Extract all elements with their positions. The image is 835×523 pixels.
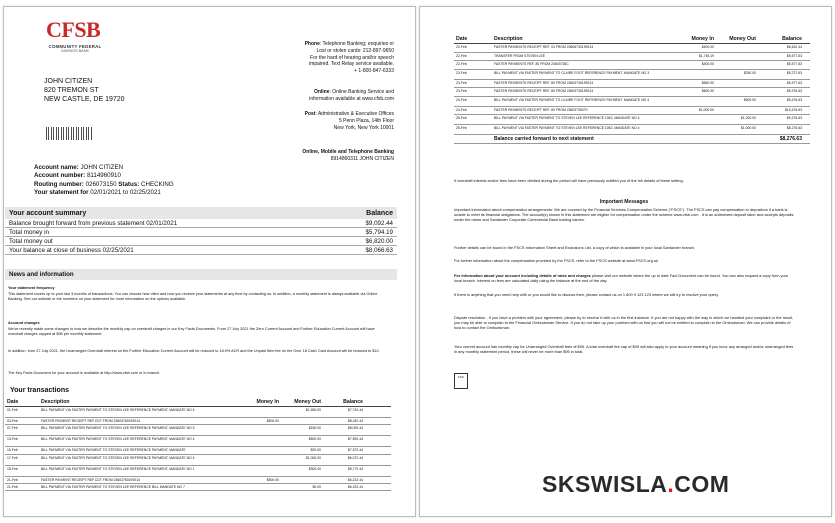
news-title: News and information: [5, 269, 397, 280]
contact-post: Post: Administrative & Executive Offices 5 Penn Plaza, 14th Floor New York, New York 10001: [304, 111, 394, 131]
table-row: 15-Feb BILL PAYMENT VIA FASTER PAYMENT TO STEVEN LEE REFERENCE PAYMENT, MANDATE $20.00 $7,572.44: [5, 447, 391, 455]
message-fscs-website: For further information about the compensation provided by the FSCS, refer to the FSCS website at www.FSCS.org.uk: [454, 258, 658, 263]
message-overdraft-cap: Your current account has monthly cap for Unarranged Overdraft fees of $95. A total overdraft fee cap of $95 will also apply to your account meaning if you incur any arranged and/or unarranged fees in any monthly statement period, these will never be more than $95 in total.: [454, 344, 794, 354]
contact-phone: Phone: Telephone Banking; enquiries or Lost or stolen cards: 212-897-9650 For the hard of hearing and/or speech impaired. Text Relay service available. + 1-800-847-6333: [304, 41, 394, 75]
table-row: 24-Feb FASTER PAYMENTS RECEIPT REF. 80 FROM 23603735070 $1,000.00 $10,476.63: [454, 107, 810, 116]
summary-row: Balance brought forward from previous statement 02/01/2021 $9,092.44: [5, 219, 397, 228]
transactions-header: Date Description Money In Money Out Balance: [454, 35, 810, 44]
table-row: 22-Feb TRANSFER FROM STEVEN LEE $1,745.19 $5,577.63: [454, 53, 810, 62]
table-row: 23-Feb BILL PAYMENT VIA FASTER PAYMENT TO CLAIRE FOOT REFERENCE PAYMENT, MANDATE NO 3 $250.00 $5,727.63: [454, 70, 810, 80]
summary-row: Your balance at close of business 02/25/2021 $8,066.63: [5, 246, 397, 255]
contact-online: Online: Online Banking Service and information available at www.cfsb.com: [309, 89, 394, 102]
message-help: If there is anything that you need help with or you would like to discuss then, please contact us on 1 800 9 123 123 where we will try to resolve your query.: [454, 292, 719, 297]
statement-page-2: [419, 6, 832, 517]
fsc-logo: FSC: [454, 373, 468, 389]
table-row: 21-Feb FASTER PAYMENT RECEIPT REF.CDT FROM 23603760199214 $500.00 $6,222.44: [5, 477, 391, 484]
summary-title: Your account summary: [9, 209, 87, 217]
table-row: 23-Feb FASTER PAYMENTS RECEIPT REF. 80 FROM 23603735199214 $650.00 $5,377.63: [454, 80, 810, 89]
interest-note: If overdraft interest and/or fees have been debited during the period will have previously notified you of the full details of these setting.: [454, 178, 684, 183]
customer-name: JOHN CITIZEN: [44, 78, 93, 85]
summary-row: Total money out $6,820.00: [5, 237, 397, 246]
table-row: 22-Feb FASTER PAYMENTS REF. 80 FROM 23603735C $400.00 $5,577.63: [454, 61, 810, 70]
customer-city: NEW CASTLE, DE 19720: [44, 96, 125, 103]
table-row: 25-Feb BILL PAYMENT VIA FASTER PAYMENT TO STEVEN LEE REFERENCE 1062, MANDATE NO 4 $1,200.00 $9,276.63: [454, 115, 810, 125]
changes-text-2: In addition, from 27 July 2021, the Unarranged Overdraft interest on the Further Education Current Account will be reduced to 18.9% ACR and the Unpaid Item fee on the Over 18 Cash Card Account will be reduced to $10.: [8, 349, 380, 353]
message-rates: For information about your account including details of rates and charges please visit our website where the up to date Fact Document can be found. You can also request a copy from your local branch. Interest on fees are calculated daily using the balance at the end of the day.: [454, 273, 789, 283]
transactions-table: [5, 398, 391, 491]
message-compensation: Important information about compensation arrangements: We are covered by the Financial Services Compensation Scheme ("FSCS"). The FSCS can pay compensation to depositors if a bank is unable to meet its financial obligations. The account(s) shown in this statement are eligible for compensation under the scheme www.cfsb.com . It is an authorised deposit taker and accepts deposits under the name and Santander Corporate Commercial Bank trading names.: [454, 207, 794, 222]
bank-logo-subtitle-2: SAVINGS BANK: [61, 49, 89, 53]
watermark: SKSWISLA.COM: [542, 471, 730, 497]
customer-address: [44, 77, 125, 104]
table-row: 17-Feb BILL PAYMENT VIA FASTER PAYMENT TO STEVEN LEE REFERENCE PAYMENT, MANDATE NO 4 $1,000.00 $6,072.44: [5, 455, 391, 466]
statement-page-1: [3, 6, 416, 517]
barcode-image: [46, 127, 92, 140]
summary-balance-header: Balance: [366, 209, 393, 217]
messages-title: Important Messages: [599, 199, 649, 205]
table-row: 13-Feb BILL PAYMENT VIA FASTER PAYMENT TO STEVEN LEE REFERENCE PAYMENT, MANDATE NO 4 $500.00 $7,592.44: [5, 436, 391, 447]
transactions-title: Your transactions: [10, 387, 69, 394]
message-fscs-details: Further details can be found in the FSCS Information Sheet and Exclusions List, a copy of which is available in your local Santander branch.: [454, 245, 695, 250]
transactions-table-continued: [454, 35, 810, 144]
table-row: 23-Feb FASTER PAYMENTS RECEIPT REF. 80 FROM 23603735199214 $600.00 $5,376.63: [454, 88, 810, 97]
message-dispute: Dispute resolution - If you have a problem with your agreement, please try to resolve it with us in the first instance. If you are not happy with the way in which we handled your complaint or the result, you may be able to complain to the Financial Ombudsman Service. If you do not take up your problem with us first you will not be entitled to complain to the Ombudsman. We can provide details of how to contact the Ombudsman.: [454, 315, 794, 330]
carried-forward-row: Balance carried forward to next statement $8,276.63: [454, 135, 810, 144]
freq-text: This statement covers up to your last 3 months of transactions. You can choose how often and how you receive your statements at any time by contacting us. In addition, a monthly statement is always available via Online Banking. See our website or the numbers on your statement for more information on the options available.: [8, 292, 378, 301]
bank-logo: CFSB: [46, 17, 101, 42]
table-row: 15-Feb BILL PAYMENT VIA FASTER PAYMENT TO STEVEN LEE REFERENCE PAYMENT, MANDATE NO 1 $300.00 $5,772.44: [5, 466, 391, 477]
table-row: 21-Feb BILL PAYMENT VIA FASTER PAYMENT TO STEVEN LEE REFERENCE BILL MANDATE NO 7 $0.00 $6,222.44: [5, 484, 391, 491]
changes-text-1: We've recently made some changes to how we describe the monthly cap on overdraft charges in our Key Facts Documents. From 27 July 2021 the Zero Current Account and Further Education Current Account will have overdraft charges capped at $95 per monthly statement.: [8, 327, 375, 336]
table-row: 03-Feb FASTER PAYMENT RECEIPT REF.CDT FROM 23603760199214 $500.00 $8,242.44: [5, 418, 391, 425]
summary-row: Total money in $5,794.19: [5, 228, 397, 237]
transactions-header: Date Description Money In Money Out Balance: [5, 398, 391, 407]
table-row: 24-Feb BILL PAYMENT VIA FASTER PAYMENT TO CLAIRE FOOT REFERENCE PAYMENT, MANDATE NO 4 $500.00 $5,476.63: [454, 97, 810, 107]
freq-heading: Your statement frequency: [8, 286, 55, 290]
bank-logo-subtitle: COMMUNITY FEDERAL: [48, 44, 102, 49]
table-row: 22-Feb FASTER PAYMENTS RECEIPT REF. 03 FROM 23606733199214 $400.00 $6,632.44: [454, 44, 810, 53]
table-row: 07-Feb BILL PAYMENT VIA FASTER PAYMENT TO STEVEN LEE REFERENCE PAYMENT, MANDATE NO 5 $150.00 $8,092.44: [5, 425, 391, 436]
customer-street: 820 TREMON ST: [44, 87, 99, 94]
contact-omt: Online, Mobile and Telephone Banking 8914860311 JOHN CITIZEN: [302, 149, 394, 162]
keyfacts-text: The Key Facts Document for your account is available at http://www.cfsb.com or in branch.: [8, 371, 161, 375]
changes-heading: Account changes: [8, 321, 40, 325]
account-details: Account name: JOHN CITIZEN Account number: 8114960910 Routing number: 026073150 Status: CHECKING Your statement for 02/01/2021 to 02/25/2021: [34, 164, 174, 197]
table-row: 25-Feb BILL PAYMENT VIA FASTER PAYMENT TO STEVEN LEE REFERENCE 1062, MANDATE NO 4 $1,000.00 $8,276.63: [454, 125, 810, 135]
account-summary: [5, 207, 397, 255]
table-row: 01-Feb BILL PAYMENT VIA FASTER PAYMENT TO STEVEN LEE REFERENCE PAYMENT, MANDATE NO 4 $1,550.00 $7,742.44: [5, 407, 391, 418]
